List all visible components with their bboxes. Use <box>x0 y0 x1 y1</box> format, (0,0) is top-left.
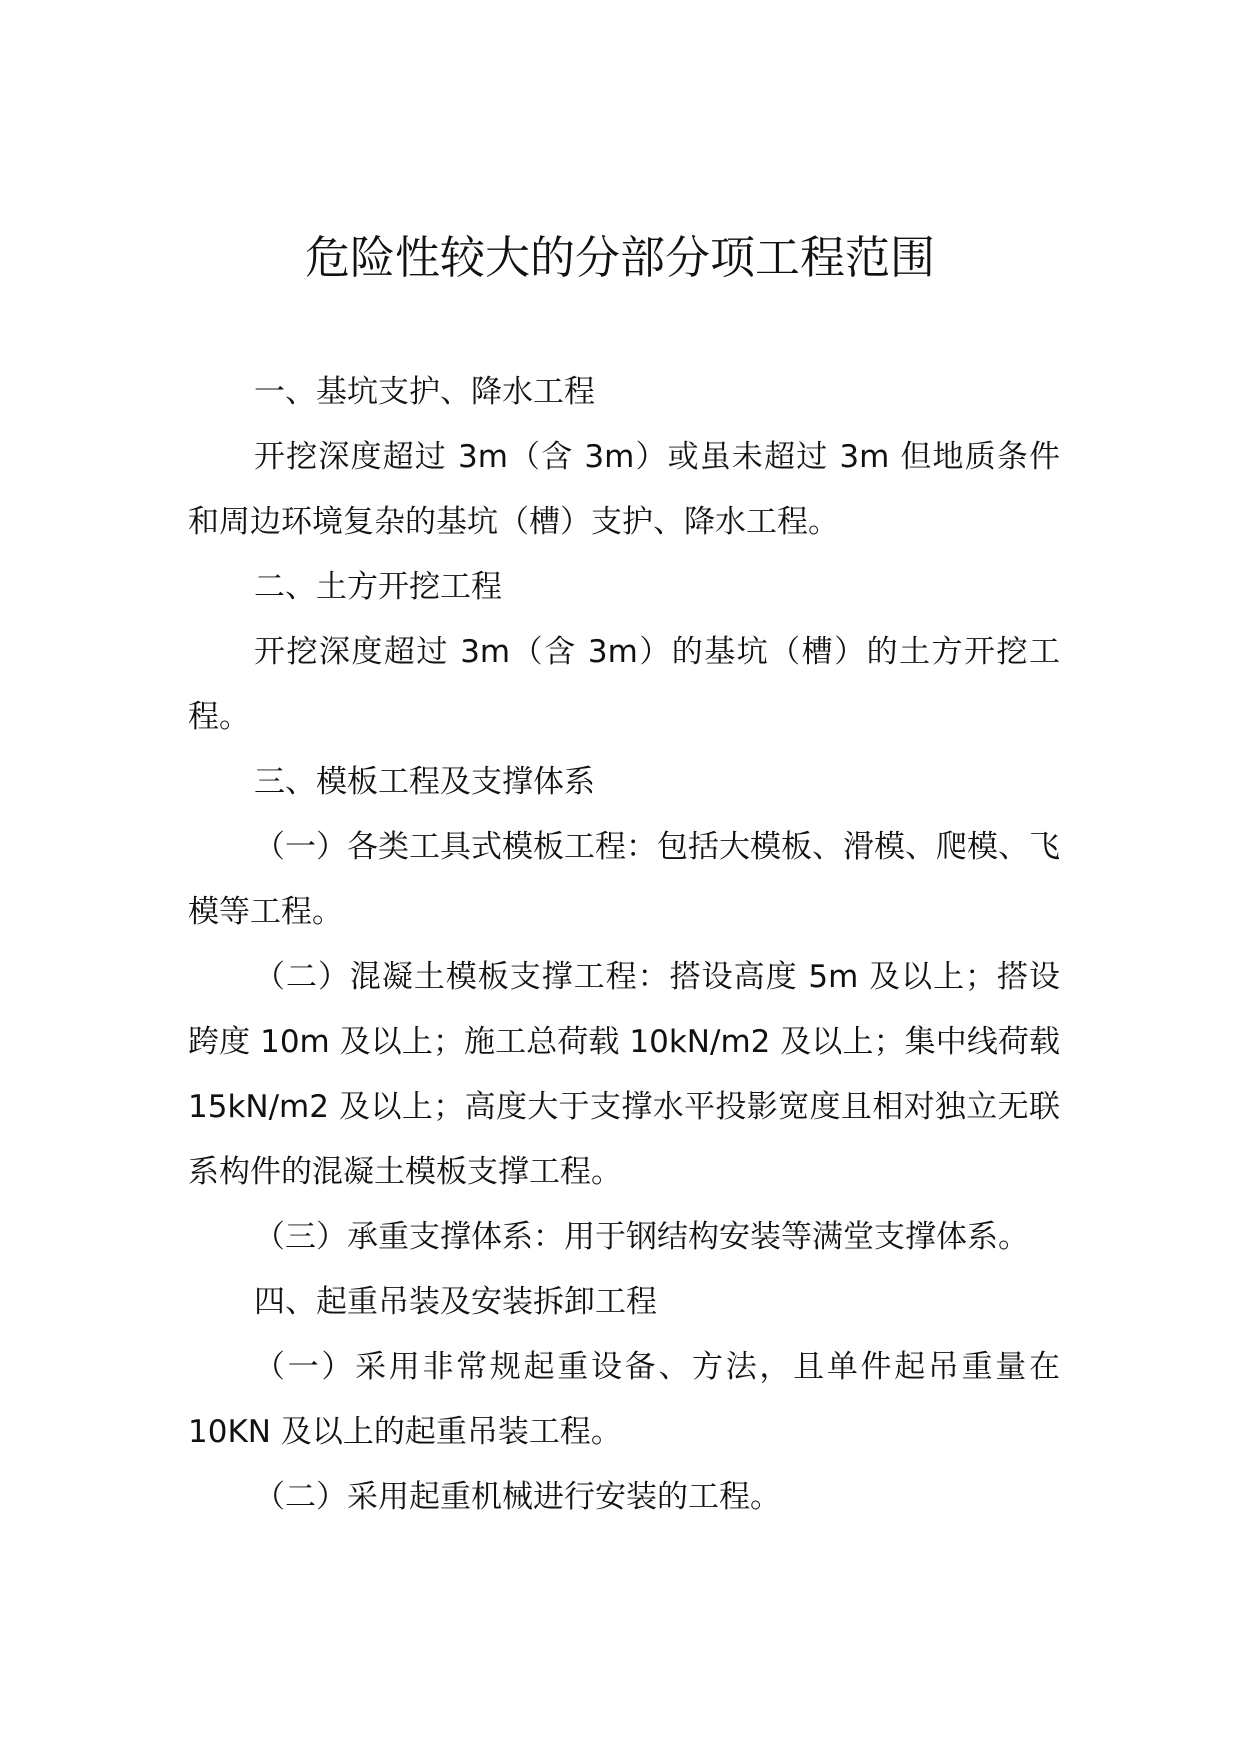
paragraph-3-1: （一）各类工具式模板工程：包括大模板、滑模、爬模、飞模等工程。 <box>188 829 1060 930</box>
paragraph-2: 开挖深度超过 3m（含 3m）的基坑（槽）的土方开挖工程。 <box>188 634 1060 735</box>
paragraph-4-2: （二）采用起重机械进行安装的工程。 <box>254 1479 781 1515</box>
document-title: 危险性较大的分部分项工程范围 <box>304 231 935 284</box>
paragraph-3-2: （二）混凝土模板支撑工程：搭设高度 5m 及以上；搭设跨度 10m 及以上；施工总荷载 10kN/m2 及以上；集中线荷载 15kN/m2 及以上；高度大于支撑水平投影宽度且相对独立无联系构件的混凝土模板支撑工程。 <box>188 959 1060 1190</box>
paragraph-4-1: （一）采用非常规起重设备、方法，且单件起吊重量在 10KN 及以上的起重吊装工程。 <box>188 1349 1060 1450</box>
document-body <box>188 360 1060 1530</box>
paragraph-3-3: （三）承重支撑体系：用于钢结构安装等满堂支撑体系。 <box>254 1219 1029 1255</box>
section-heading-4: 四、起重吊装及安装拆卸工程 <box>254 1284 657 1320</box>
section-heading-3: 三、模板工程及支撑体系 <box>254 764 595 800</box>
paragraph-1: 开挖深度超过 3m（含 3m）或虽未超过 3m 但地质条件和周边环境复杂的基坑（槽）支护、降水工程。 <box>188 439 1060 540</box>
section-heading-2: 二、土方开挖工程 <box>254 569 502 605</box>
section-heading-1: 一、基坑支护、降水工程 <box>254 374 595 410</box>
